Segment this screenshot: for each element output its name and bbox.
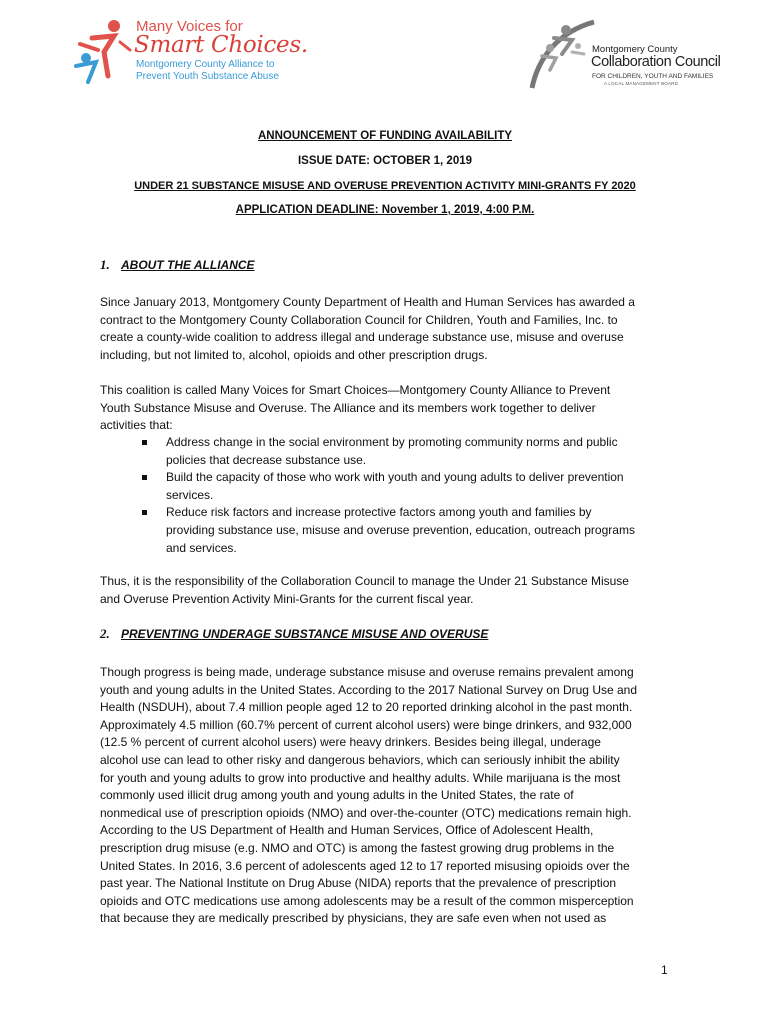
text-line: create a county-wide coalition to address illegal and underage substance use, misuse and overuse — [100, 330, 624, 345]
section-2-title — [100, 626, 488, 642]
logo-right-line4: A LOCAL MANAGEMENT BOARD — [604, 81, 679, 86]
activities-bullet-list — [140, 434, 635, 557]
section-2-paragraph-1 — [100, 664, 680, 928]
text-line: and Overuse Prevention Activity Mini-Grants for the current fiscal year. — [100, 591, 474, 606]
text-line: According to the US Department of Health and Human Services, Office of Adolescent Health, — [100, 823, 594, 838]
swoosh-figures-icon — [528, 18, 598, 90]
section-2-label: PREVENTING UNDERAGE SUBSTANCE MISUSE AND OVERUSE — [121, 627, 489, 641]
section-1-label: ABOUT THE ALLIANCE — [121, 258, 255, 272]
text-line: commonly used illicit drug among youth and young adults in the United States, the rate of — [100, 788, 574, 803]
text-line: activities that: — [100, 418, 173, 433]
text-line: United States. In 2016, 3.6 percent of adolescents aged 12 to 17 reported misusing opioids over the — [100, 858, 630, 873]
text-line: services. — [166, 487, 214, 502]
text-line: Thus, it is the responsibility of the Collaboration Council to manage the Under 21 Substance Misuse — [100, 574, 629, 588]
text-line: policies that decrease substance use. — [166, 452, 367, 467]
text-line: Though progress is being made, underage substance misuse and overuse remains prevalent among — [100, 665, 634, 679]
logo-right-line3: FOR CHILDREN, YOUTH AND FAMILIES — [592, 73, 714, 80]
text-line: and services. — [166, 540, 237, 555]
list-item — [140, 434, 635, 469]
list-item — [140, 469, 635, 504]
text-line: opioids and OTC medications use among adolescents may be a result of the common misperception — [100, 893, 634, 908]
list-item — [140, 504, 635, 557]
text-line: Reduce risk factors and increase protective factors among youth and families by — [166, 505, 592, 520]
text-line: for youth and young adults to grow into productive and healthy adults. While marijuana is the most — [100, 770, 621, 785]
text-line: past year. The National Institute on Drug Abuse (NIDA) reports that the prevalence of prescription — [100, 876, 617, 891]
text-line: providing substance use, misuse and overuse prevention, education, outreach programs — [166, 522, 635, 537]
text-line: alcohol use can lead to other risky and dangerous behaviors, which can seriously inhibit the ability — [100, 752, 620, 767]
text-line: Health (NSDUH), about 7.4 million people aged 12 to 20 reported drinking alcohol in the past month. — [100, 700, 633, 715]
text-line: Youth Substance Misuse and Overuse. The Alliance and its members work together to deliver — [100, 400, 596, 415]
deadline-heading: APPLICATION DEADLINE: November 1, 2019, 4:00 P.M. — [235, 204, 535, 216]
square-bullet-icon — [142, 440, 147, 445]
logo-right-line2: Collaboration Council — [591, 54, 721, 70]
program-heading: UNDER 21 SUBSTANCE MISUSE AND OVERUSE PREVENTION ACTIVITY MINI-GRANTS FY 2020 — [134, 180, 636, 192]
section-2-number: 2. — [100, 626, 110, 641]
section-1-number: 1. — [100, 257, 110, 272]
text-line: including, but not limited to, alcohol, opioids and other prescription drugs. — [100, 347, 488, 362]
text-line: Approximately 4.5 million (60.7% percent of current alcohol users) were binge drinkers, and 932,000 — [100, 717, 632, 732]
announcement-heading: ANNOUNCEMENT OF FUNDING AVAILABILITY — [257, 130, 513, 142]
text-line: nonmedical use of prescription opioids (NMO) and over-the-counter (OTC) medications remain high. — [100, 805, 632, 820]
text-line: that because they are medically prescribed by physicians, they are safe even when not used as — [100, 911, 607, 926]
logo-left-line3 — [136, 59, 279, 83]
page-number: 1 — [661, 963, 668, 977]
many-voices-logo — [74, 16, 308, 86]
logo-right-line1: Montgomery County — [592, 44, 678, 55]
section-1-title — [100, 257, 255, 273]
text-line: prescription drug misuse (e.g. NMO and OTC) is among the fastest growing drug problems in the — [100, 840, 615, 855]
square-bullet-icon — [142, 475, 147, 480]
section-1-paragraph-2 — [100, 382, 680, 435]
logo-left-line2: Smart Choices. — [134, 32, 308, 58]
logo-left-subtitle-1: Montgomery County Alliance to — [136, 59, 275, 70]
square-bullet-icon — [142, 510, 147, 515]
text-line: youth and young adults in the United States. According to the 2017 National Survey on Drug Use and — [100, 682, 638, 697]
text-line: Build the capacity of those who work with youth and young adults to deliver prevention — [166, 470, 624, 485]
issue-date-heading: ISSUE DATE: OCTOBER 1, 2019 — [297, 155, 473, 167]
text-line: Address change in the social environment by promoting community norms and public — [166, 435, 618, 449]
text-line: contract to the Montgomery County Collaboration Council for Children, Youth and Families, Inc. to — [100, 312, 618, 327]
collaboration-council-logo — [528, 18, 721, 93]
text-line: This coalition is called Many Voices for Smart Choices—Montgomery County Alliance to Prevent — [100, 383, 611, 397]
text-line: (12.5 % percent of current alcohol users) were heavy drinkers. Besides being illegal, underage — [100, 735, 601, 750]
section-1-paragraph-1 — [100, 294, 680, 364]
people-figure-icon — [74, 16, 132, 84]
text-line: Since January 2013, Montgomery County Department of Health and Human Services has awarded a — [100, 295, 635, 309]
section-1-paragraph-3 — [100, 573, 680, 608]
logo-left-subtitle-2: Prevent Youth Substance Abuse — [136, 71, 279, 82]
logo-left-line1: Many Voices for — [136, 18, 243, 35]
